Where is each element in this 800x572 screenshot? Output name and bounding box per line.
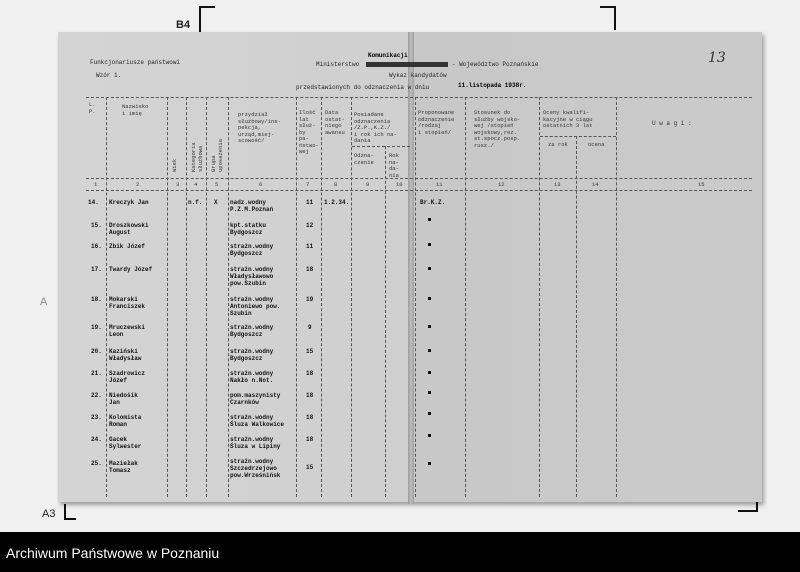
row-nr: 18. xyxy=(91,296,102,303)
ditto-mark xyxy=(428,243,431,246)
row-name: Kolomista Roman xyxy=(109,414,142,428)
ditto-mark xyxy=(428,218,431,221)
subheader-rule-9 xyxy=(352,146,410,147)
row-proposed: Br.K.Z. xyxy=(420,199,446,206)
col-divider xyxy=(186,97,187,497)
archive-name: Archiwum Państwowe w Poznaniu xyxy=(6,545,220,561)
corner-bracket-bottom-left xyxy=(64,504,76,520)
row-placement: pom.maszynisty Czarnków xyxy=(230,392,281,406)
row-name: Kaziński Władysław xyxy=(109,348,142,362)
corner-bracket-top-left xyxy=(199,6,215,32)
row-years: 11 xyxy=(306,243,314,250)
row-name: Droszkowski August xyxy=(109,222,149,236)
row-years: 11 xyxy=(306,199,314,206)
row-placement: strażn.wodny Bydgoszcz xyxy=(230,348,274,362)
col-header-year-awarded: Rok na- da- nia xyxy=(389,152,399,179)
header-left-line1: Funkcjonariusze państwowi xyxy=(90,59,181,66)
header-subtitle: przedstawionych do odznaczenia w dniu xyxy=(296,84,430,91)
col-number: 15 xyxy=(698,181,705,188)
row-placement: strażn.wodny Śluza w Lipiny xyxy=(230,436,281,450)
page-number-handwritten: 13 xyxy=(708,50,726,66)
row-last-promotion: 1.2.34. xyxy=(324,199,350,206)
page-fold xyxy=(408,32,414,504)
col-divider xyxy=(465,97,466,497)
header-left-line2: Wzór 1. xyxy=(96,72,122,79)
header-date: 11.listopada 1938r. xyxy=(458,82,527,89)
row-years: 18 xyxy=(306,414,314,421)
row-nr: 21. xyxy=(91,370,102,377)
row-years: 18 xyxy=(306,266,314,273)
col-number: 3 xyxy=(176,181,180,188)
row-name: Gacek Sylwester xyxy=(109,436,142,450)
ditto-mark xyxy=(428,391,431,394)
col-number: 12 xyxy=(498,181,505,188)
row-name: Kreczyk Jan xyxy=(109,199,149,206)
col-header-age: Wiek xyxy=(171,158,178,172)
ditto-mark xyxy=(428,267,431,270)
ditto-mark xyxy=(428,325,431,328)
row-name: Niedośik Jan xyxy=(109,392,138,406)
col-number: 8 xyxy=(334,181,338,188)
col-divider xyxy=(576,136,577,497)
col-number: 5 xyxy=(215,181,219,188)
row-years: 18 xyxy=(306,370,314,377)
col-header-military: Stosunek do służby wojsko- wej /stopień wojskowy,rez. st.spocz.posp. rusz./ xyxy=(474,109,521,149)
row-placement: strażn.wodny Władysławowo pow.Szubin xyxy=(230,266,274,287)
struck-out-text xyxy=(366,62,448,67)
col-header-nr: L. P. xyxy=(89,101,96,115)
row-placement: strażn.wodny Bydgoszcz xyxy=(230,243,274,257)
row-nr: 19. xyxy=(91,324,102,331)
ditto-mark xyxy=(428,412,431,415)
col-divider xyxy=(616,97,617,497)
col-divider xyxy=(228,97,229,497)
col-number: 11 xyxy=(436,181,443,188)
row-name: Mruczewski Leon xyxy=(109,324,146,338)
row-placement: strażn.wodny Nakło n.Not. xyxy=(230,370,274,384)
row-placement: strażn.wodny Szczedrzejowo pow.Wrześnińsk xyxy=(230,458,281,479)
row-placement: strażn.wodny Antoniewo pow. Szubin xyxy=(230,296,281,317)
marker-a3: A3 xyxy=(42,508,56,520)
row-nr: 14. xyxy=(88,199,99,206)
row-nr: 24. xyxy=(91,436,102,443)
col-divider xyxy=(206,97,207,497)
row-years: 12 xyxy=(306,222,314,229)
col-header-placement: przydział służbowy/ins- pekcja, urząd,miej- scowość/ xyxy=(238,111,281,144)
col-header-remarks: U w a g i : xyxy=(652,120,692,127)
row-category: n.f. xyxy=(188,199,203,206)
col-header-name: Nazwisko i imię xyxy=(122,103,149,117)
col-divider xyxy=(296,97,297,497)
row-nr: 22. xyxy=(91,392,102,399)
row-name: Mokarski Franciszek xyxy=(109,296,146,310)
col-divider xyxy=(385,146,386,497)
col-header-proposed: Proponowane odznaczenie /rodzaj i stopień/ xyxy=(418,109,455,136)
row-years: 18 xyxy=(306,392,314,399)
col-divider xyxy=(415,97,416,497)
row-nr: 20. xyxy=(91,348,102,355)
corner-bracket-top-right xyxy=(600,6,616,30)
archive-footer xyxy=(0,532,800,572)
col-number: 13 xyxy=(554,181,561,188)
ditto-mark xyxy=(428,297,431,300)
col-header-ratings: Oceny kwalifi- kacyjne w ciągu ostatnich 3 lat xyxy=(543,109,593,129)
col-divider xyxy=(539,97,540,497)
col-number: 2 xyxy=(136,181,140,188)
row-nr: 17. xyxy=(91,266,102,273)
col-header-years: Ilość lat służ- by pa- ństwo- wej xyxy=(299,109,319,155)
marker-b4: B4 xyxy=(176,19,191,31)
ditto-mark xyxy=(428,371,431,374)
marker-a: A xyxy=(40,296,48,308)
col-number: 1 xyxy=(94,181,98,188)
row-nr: 15. xyxy=(91,222,102,229)
ditto-mark xyxy=(428,434,431,437)
row-years: 9 xyxy=(308,324,312,331)
row-pay-group: X xyxy=(214,199,218,206)
ditto-mark xyxy=(428,462,431,465)
col-header-decoration: Odzna- czenie xyxy=(354,152,374,166)
col-divider xyxy=(351,97,352,497)
row-nr: 23. xyxy=(91,414,102,421)
col-header-category: Kategoria służbowa xyxy=(190,142,204,172)
col-header-rating: ocena xyxy=(588,141,605,148)
row-name: Maziełak Tomasz xyxy=(109,460,138,474)
col-number: 14 xyxy=(592,181,599,188)
col-number: 10 xyxy=(396,181,403,188)
col-header-held-decorations: Posiadane odznaczenia /Z.P.,K.Z./ i rok ich na- dania xyxy=(354,111,397,144)
subheader-rule-12 xyxy=(540,136,616,137)
ditto-mark xyxy=(428,349,431,352)
col-number: 7 xyxy=(306,181,310,188)
row-placement: strażn.wodny Śluza Walkowice xyxy=(230,414,285,428)
col-header-pay-group: Grupa uposażenia xyxy=(210,138,224,172)
col-header-year: za rok xyxy=(548,141,568,148)
header-ministry-top: Komunikacji xyxy=(368,52,408,59)
row-years: 15 xyxy=(306,348,314,355)
col-number: 9 xyxy=(366,181,370,188)
row-placement: kpt.statku Bydgoszcz xyxy=(230,222,267,236)
header-voivodeship: - Województwo Poznańskie xyxy=(452,61,539,68)
row-years: 15 xyxy=(306,464,314,471)
col-divider xyxy=(167,97,168,497)
header-title: Wykaz kandydatów xyxy=(389,72,447,79)
col-header-last-promotion: Data ostat- niego awansu xyxy=(325,109,345,136)
row-name: Szadrowicz Józef xyxy=(109,370,146,384)
row-nr: 16. xyxy=(91,243,102,250)
col-divider xyxy=(321,97,322,497)
header-ministry-label: Ministerstwo xyxy=(316,61,360,68)
row-placement: strażn.wodny Bydgoszcz xyxy=(230,324,274,338)
row-years: 19 xyxy=(306,296,314,303)
col-divider xyxy=(106,97,107,497)
row-nr: 25. xyxy=(91,460,102,467)
col-number: 4 xyxy=(194,181,198,188)
row-name: Twardy Józef xyxy=(109,266,153,273)
row-name: Zbik Józef xyxy=(109,243,146,250)
row-placement: nadz.wodny P.Z.M.Poznań xyxy=(230,199,274,213)
row-years: 18 xyxy=(306,436,314,443)
col-number: 6 xyxy=(259,181,263,188)
